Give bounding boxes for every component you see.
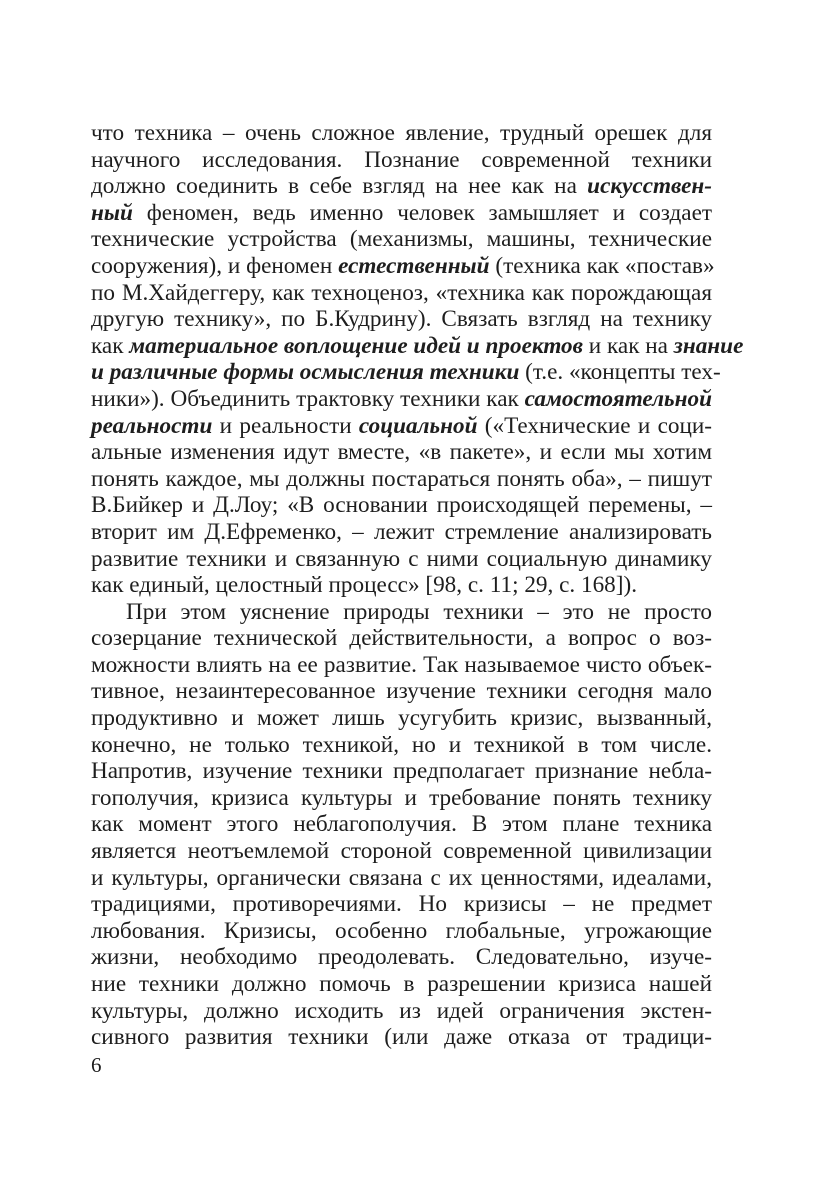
text-run: сооружения), и феномен xyxy=(91,252,339,279)
emphasized-term: реальности xyxy=(91,412,213,439)
text-line xyxy=(91,147,712,174)
text-run: что техника – очень сложное явление, трудный орешек для xyxy=(91,120,712,146)
text-run: жизни, необходимо преодолевать. Следовательно, изуче- xyxy=(91,944,712,971)
text-line xyxy=(91,865,712,892)
text-line xyxy=(91,252,715,280)
paragraph-1 xyxy=(91,120,744,599)
main-text xyxy=(91,120,744,1051)
text-run: вторит им Д.Ефременко, – лежит стремление анализировать xyxy=(91,518,712,545)
text-run: ники»). Объединить трактовку техники как xyxy=(91,385,525,412)
emphasized-term: самостоятельной xyxy=(524,385,712,412)
text-run: технические устройства (механизмы, машины, технические xyxy=(91,226,712,253)
text-run: и как на xyxy=(583,332,674,359)
text-run: как xyxy=(91,332,130,359)
text-run: и реальности xyxy=(212,412,359,439)
emphasized-term: естественный xyxy=(338,252,490,279)
text-line xyxy=(91,599,712,626)
emphasized-term: материальное воплощение идей и проектов xyxy=(129,332,583,359)
text-line xyxy=(91,439,712,466)
text-line xyxy=(91,758,712,785)
text-run: При этом уяснение природы техники – это не просто xyxy=(126,598,712,625)
text-run: развитие техники и связанную с ними социальную динамику xyxy=(91,545,712,572)
text-run: продуктивно и может лишь усугубить кризис, вызванный, xyxy=(91,705,712,732)
text-run: тивное, незаинтересованное изучение техники сегодня мало xyxy=(91,678,712,705)
text-line xyxy=(91,971,712,998)
emphasized-term: знание xyxy=(673,332,744,359)
text-line xyxy=(91,572,712,599)
text-run: (техника как «постав» xyxy=(489,252,715,279)
text-run: (т.е. «концепты тех- xyxy=(519,359,721,386)
text-line xyxy=(91,359,721,386)
emphasized-term: и различные формы осмысления техники xyxy=(91,359,520,386)
text-line xyxy=(91,280,712,307)
emphasized-term: ный xyxy=(91,199,133,226)
text-line xyxy=(91,466,712,493)
text-run: конечно, не только техникой, но и техникой в том числе. xyxy=(91,731,712,758)
text-line xyxy=(91,811,712,838)
text-line xyxy=(91,1024,712,1051)
text-line xyxy=(91,998,712,1025)
text-line xyxy=(91,413,712,440)
text-run: научного исследования. Познание современной техники xyxy=(91,146,712,173)
text-run: гополучия, кризиса культуры и требование понять технику xyxy=(91,784,712,811)
text-run: другую технику», по Б.Кудрину). Связать взгляд на технику xyxy=(91,306,712,333)
text-run: любования. Кризисы, особенно глобальные, угрожающие xyxy=(91,917,712,944)
text-run: культуры, должно исходить из идей ограничения экстен- xyxy=(91,997,712,1024)
text-run: является неотъемлемой стороной современной цивилизации xyxy=(91,838,712,865)
text-line xyxy=(91,838,712,865)
text-line xyxy=(91,173,712,200)
page-number: 6 xyxy=(91,1053,102,1077)
text-line xyxy=(91,918,712,945)
text-run: как момент этого неблагополучия. В этом плане техника xyxy=(91,811,712,838)
text-run: ние техники должно помочь в разрешении кризиса нашей xyxy=(91,971,712,997)
text-line xyxy=(91,678,712,705)
text-line xyxy=(91,785,712,812)
text-run: по М.Хайдеггеру, как техноценоз, «техника как порождающая xyxy=(91,279,712,306)
text-run: как единый, целостный процесс» [98, с. 11; 29, с. 168]). xyxy=(91,572,638,599)
text-line xyxy=(91,332,744,360)
text-run: и культуры, органически связана с их ценностями, идеалами, xyxy=(91,864,712,891)
text-line xyxy=(91,891,712,918)
text-line xyxy=(91,519,712,546)
text-line xyxy=(91,944,712,971)
text-line xyxy=(91,226,712,253)
text-run: Напротив, изучение техники предполагает признание небла- xyxy=(91,758,712,785)
text-run: понять каждое, мы должны постараться понять оба», – пишут xyxy=(91,465,712,492)
text-line xyxy=(91,705,712,732)
paragraph-2 xyxy=(91,599,712,1051)
text-line xyxy=(91,386,712,413)
text-line xyxy=(91,120,712,147)
emphasized-term: искусствен- xyxy=(587,173,712,200)
text-line xyxy=(91,625,712,652)
text-line xyxy=(91,546,712,573)
text-run: должно соединить в себе взгляд на нее как на xyxy=(91,173,588,200)
text-run: можности влиять на ее развитие. Так называемое чисто объек- xyxy=(91,651,712,678)
text-run: созерцание технической действительности, а вопрос о воз- xyxy=(91,625,712,652)
text-line xyxy=(91,200,712,227)
text-run: («Технические и соци- xyxy=(477,412,712,439)
text-line xyxy=(91,492,712,519)
text-run: традициями, противоречиями. Но кризисы – не предмет xyxy=(91,891,712,918)
emphasized-term: социальной xyxy=(358,412,478,439)
text-line xyxy=(91,306,712,333)
text-run: сивного развития техники (или даже отказа от традици- xyxy=(91,1024,712,1051)
text-run: альные изменения идут вместе, «в пакете», и если мы хотим xyxy=(91,439,712,466)
text-line xyxy=(91,652,712,679)
text-line xyxy=(91,732,712,759)
text-run: В.Бийкер и Д.Лоу; «В основании происходящей перемены, – xyxy=(91,492,712,519)
text-run: феномен, ведь именно человек замышляет и создает xyxy=(132,199,712,226)
